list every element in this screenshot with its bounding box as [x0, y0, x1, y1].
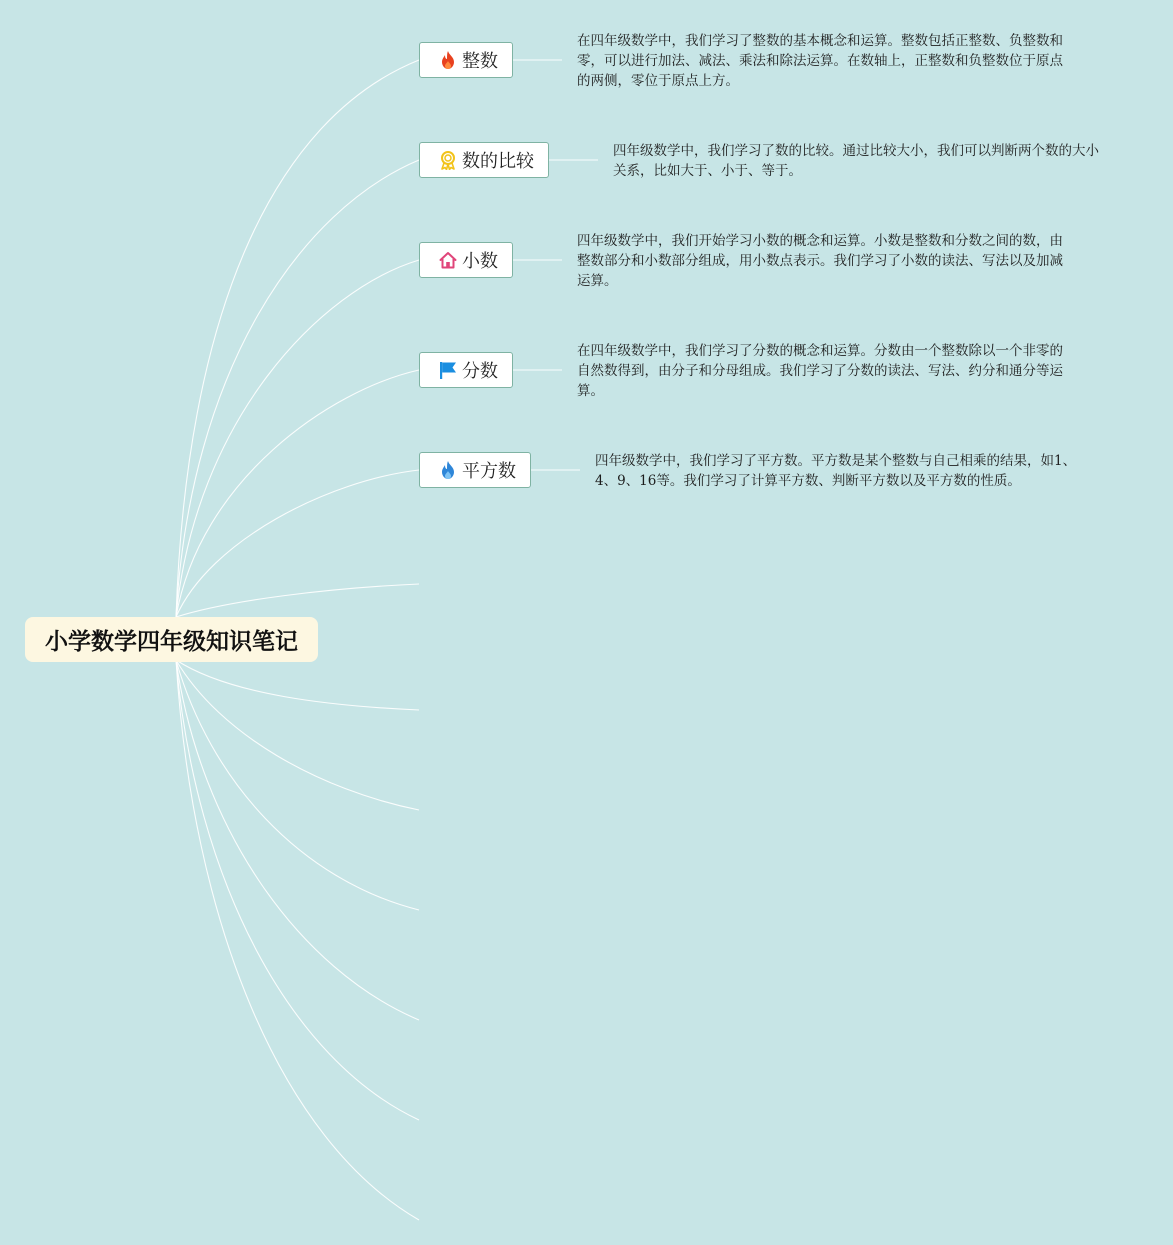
- connector-to-topic-4: [176, 370, 419, 617]
- topic-label: 分数: [462, 361, 498, 382]
- connector-empty-5: [176, 660, 419, 1020]
- connector-to-topic-2: [176, 160, 419, 617]
- topic-note: 在四年级数学中，我们学习了分数的概念和运算。分数由一个整数除以一个非零的自然数得到，由分子和分母组成。我们学习了分数的读法、写法、约分和通分等运算。: [577, 343, 1063, 399]
- flag-icon: [437, 359, 459, 381]
- connector-to-topic-1: [176, 60, 419, 617]
- topic-note: 四年级数学中，我们开始学习小数的概念和运算。小数是整数和分数之间的数，由整数部分和小数部分组成，用小数点表示。我们学习了小数的读法、写法以及加减运算。: [577, 233, 1063, 289]
- topic-number-comparison[interactable]: [419, 142, 549, 178]
- connector-empty-4: [176, 660, 419, 910]
- fire-icon: [437, 49, 459, 71]
- house-icon: [437, 249, 459, 271]
- topic-label: 数的比较: [462, 151, 534, 172]
- topic-note: 在四年级数学中，我们学习了整数的基本概念和运算。整数包括正整数、负整数和零，可以进行加法、减法、乘法和除法运算。在数轴上，正整数和负整数位于原点的两侧，零位于原点上方。: [577, 33, 1063, 89]
- connector-empty-7: [176, 660, 419, 1220]
- topic-square-numbers[interactable]: [419, 452, 531, 488]
- topic-label: 平方数: [462, 461, 516, 482]
- connector-empty-6: [176, 660, 419, 1120]
- topic-note: 四年级数学中，我们学习了平方数。平方数是某个整数与自己相乘的结果，如1、4、9、16等。我们学习了计算平方数、判断平方数以及平方数的性质。: [595, 453, 1077, 489]
- connector-empty-3: [176, 660, 419, 810]
- central-topic[interactable]: 小学数学四年级知识笔记: [25, 617, 318, 662]
- topic-label: 整数: [462, 51, 498, 72]
- connector-empty-2: [176, 660, 419, 710]
- connector-to-topic-5: [176, 470, 419, 617]
- topic-note: 四年级数学中，我们学习了数的比较。通过比较大小，我们可以判断两个数的大小关系，比如大于、小于、等于。: [613, 143, 1099, 179]
- topic-label: 小数: [462, 251, 498, 272]
- topic-integers[interactable]: [419, 42, 513, 78]
- topic-fractions[interactable]: [419, 352, 513, 388]
- topic-decimals[interactable]: [419, 242, 513, 278]
- water-flame-icon: [437, 459, 459, 481]
- connector-empty-1: [176, 584, 419, 617]
- connector-to-topic-3: [176, 260, 419, 617]
- award-ribbon-icon: [437, 149, 459, 171]
